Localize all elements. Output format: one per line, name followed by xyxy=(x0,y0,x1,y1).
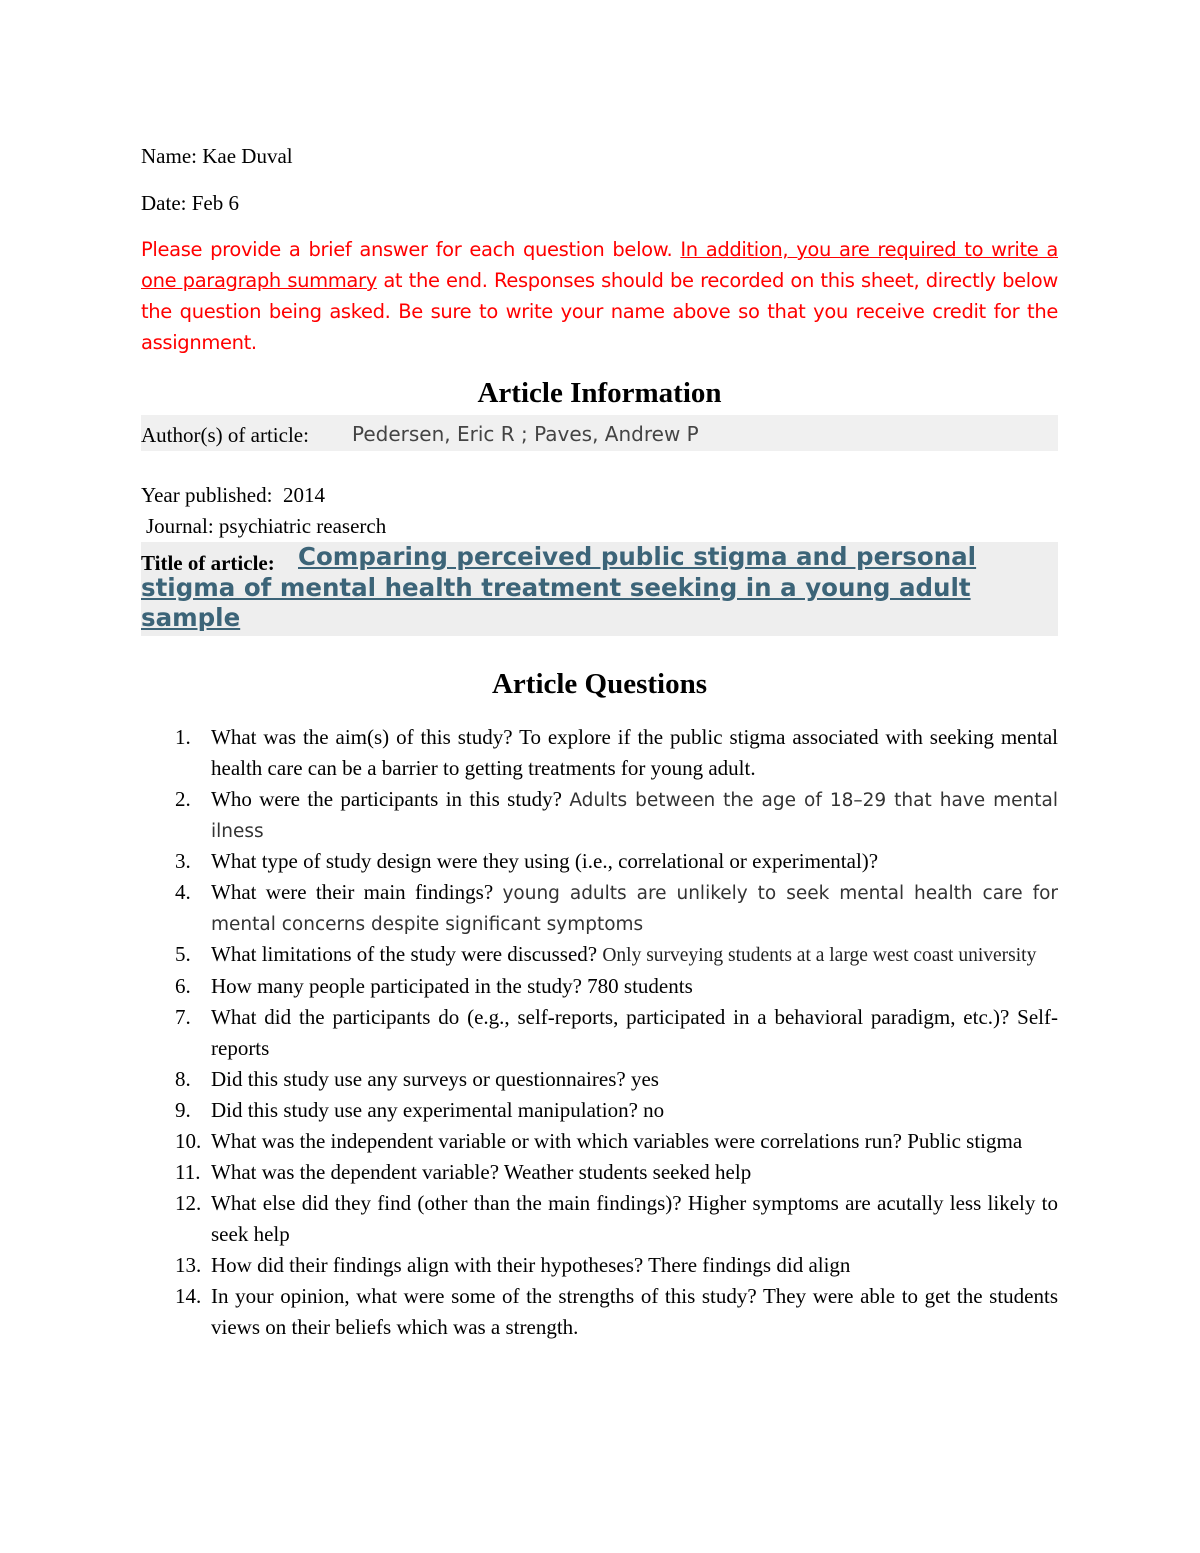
question-item-10 xyxy=(141,1126,1058,1157)
question-item-11 xyxy=(141,1157,1058,1188)
question-number: 6. xyxy=(175,974,191,998)
question-text: What else did they find (other than the main findings)? xyxy=(211,1191,688,1215)
authors-row xyxy=(141,415,1058,451)
instructions-underlined-b: one paragraph summary xyxy=(141,269,377,292)
answer-text: Only surveying students at a large west coast university xyxy=(602,945,1037,966)
year-value: 2014 xyxy=(282,483,325,507)
question-text: Did this study use any surveys or questionnaires? xyxy=(211,1067,631,1091)
question-text: What was the aim(s) of this study? xyxy=(211,725,520,749)
answer-text: no xyxy=(643,1098,665,1122)
answer-text: Higher symptoms are acutally less likely to seek help xyxy=(211,1191,1058,1246)
question-text: Did this study use any experimental manipulation? xyxy=(211,1098,644,1122)
authors-label: Author(s) of article: xyxy=(141,423,309,447)
question-number: 10. xyxy=(175,1129,202,1153)
answer-text: Weather students seeked help xyxy=(503,1160,752,1184)
name-value: Kae Duval xyxy=(202,144,293,168)
instructions-underlined-a: In addition, you are required to write a xyxy=(680,238,1058,261)
answer-text: Adults between the age of 18–29 that have mental ilness xyxy=(211,790,1058,842)
answer-text: There findings did align xyxy=(648,1253,851,1277)
answer-text: yes xyxy=(630,1067,659,1091)
answer-text: Self-reports xyxy=(211,1005,1058,1060)
question-item-13 xyxy=(141,1250,1058,1281)
question-item-7 xyxy=(141,1002,1058,1064)
question-text: What did the participants do (e.g., self-reports, participated in a behavioral paradigm, etc.)? xyxy=(211,1005,1018,1029)
title-label: Title of article: xyxy=(141,551,275,575)
year-line xyxy=(141,480,325,511)
question-number: 3. xyxy=(175,849,191,873)
date-label: Date: xyxy=(141,191,187,215)
name-label: Name: xyxy=(141,144,197,168)
question-text: What was the dependent variable? xyxy=(211,1160,504,1184)
answer-text: To explore if the public stigma associated with seeking mental health care can be a barrier to getting treatments for young adult. xyxy=(211,725,1058,780)
question-number: 1. xyxy=(175,725,191,749)
question-item-3 xyxy=(141,846,1058,877)
question-number: 11. xyxy=(175,1160,201,1184)
question-text: How many people participated in the study? xyxy=(211,974,588,998)
question-text: What were their main findings? xyxy=(211,880,503,904)
authors-value: Pedersen, Eric R ; Paves, Andrew P xyxy=(352,422,699,446)
question-item-5 xyxy=(141,939,1058,971)
article-title-link[interactable]: Comparing perceived public stigma and personal stigma of mental health treatment seeking in a young adult sample xyxy=(141,542,977,632)
answer-text: They were able to get the students views on their beliefs which was a strength. xyxy=(211,1284,1058,1339)
article-information-heading: Article Information xyxy=(477,377,722,409)
article-title-box xyxy=(141,542,1058,636)
question-text: Who were the participants in this study? xyxy=(211,787,570,811)
question-item-9 xyxy=(141,1095,1058,1126)
article-questions-heading: Article Questions xyxy=(491,668,708,700)
questions-list xyxy=(141,722,1058,1343)
question-item-4 xyxy=(141,877,1058,939)
journal-line xyxy=(146,511,386,542)
answer-text: young adults are unlikely to seek mental health care for mental concerns despite significant symptoms xyxy=(211,883,1059,935)
date-line xyxy=(141,188,239,219)
answer-text: 780 students xyxy=(587,974,693,998)
question-number: 8. xyxy=(175,1067,191,1091)
date-value: Feb 6 xyxy=(191,191,239,215)
question-item-12 xyxy=(141,1188,1058,1250)
journal-label: Journal: xyxy=(146,514,214,538)
question-number: 9. xyxy=(175,1098,191,1122)
question-text: How did their findings align with their hypotheses? xyxy=(211,1253,649,1277)
question-text: What type of study design were they using (i.e., correlational or experimental)? xyxy=(211,849,879,873)
instructions-part3: at the end. Responses should be recorded on this sheet, directly below the question being asked. Be sure to write your name above so that you receive credit for the assignment. xyxy=(141,269,1058,354)
name-line xyxy=(141,141,293,172)
question-item-1 xyxy=(141,722,1058,784)
year-label: Year published: xyxy=(141,483,273,507)
question-item-6 xyxy=(141,971,1058,1002)
question-number: 7. xyxy=(175,1005,191,1029)
question-text: What was the independent variable or with which variables were correlations run? xyxy=(211,1129,908,1153)
question-text: What limitations of the study were discussed? xyxy=(211,942,603,966)
question-text: In your opinion, what were some of the strengths of this study? xyxy=(211,1284,763,1308)
question-number: 5. xyxy=(175,942,191,966)
journal-value: psychiatric reaserch xyxy=(218,514,387,538)
question-number: 13. xyxy=(175,1253,202,1277)
instructions-part1: Please provide a brief answer for each question below. xyxy=(141,238,681,261)
question-number: 14. xyxy=(175,1284,202,1308)
question-number: 4. xyxy=(175,880,191,904)
question-number: 2. xyxy=(175,787,191,811)
answer-text: Public stigma xyxy=(907,1129,1023,1153)
question-number: 12. xyxy=(175,1191,202,1215)
question-item-8 xyxy=(141,1064,1058,1095)
question-item-2 xyxy=(141,784,1058,846)
question-item-14 xyxy=(141,1281,1058,1343)
instructions-paragraph xyxy=(141,234,1058,358)
